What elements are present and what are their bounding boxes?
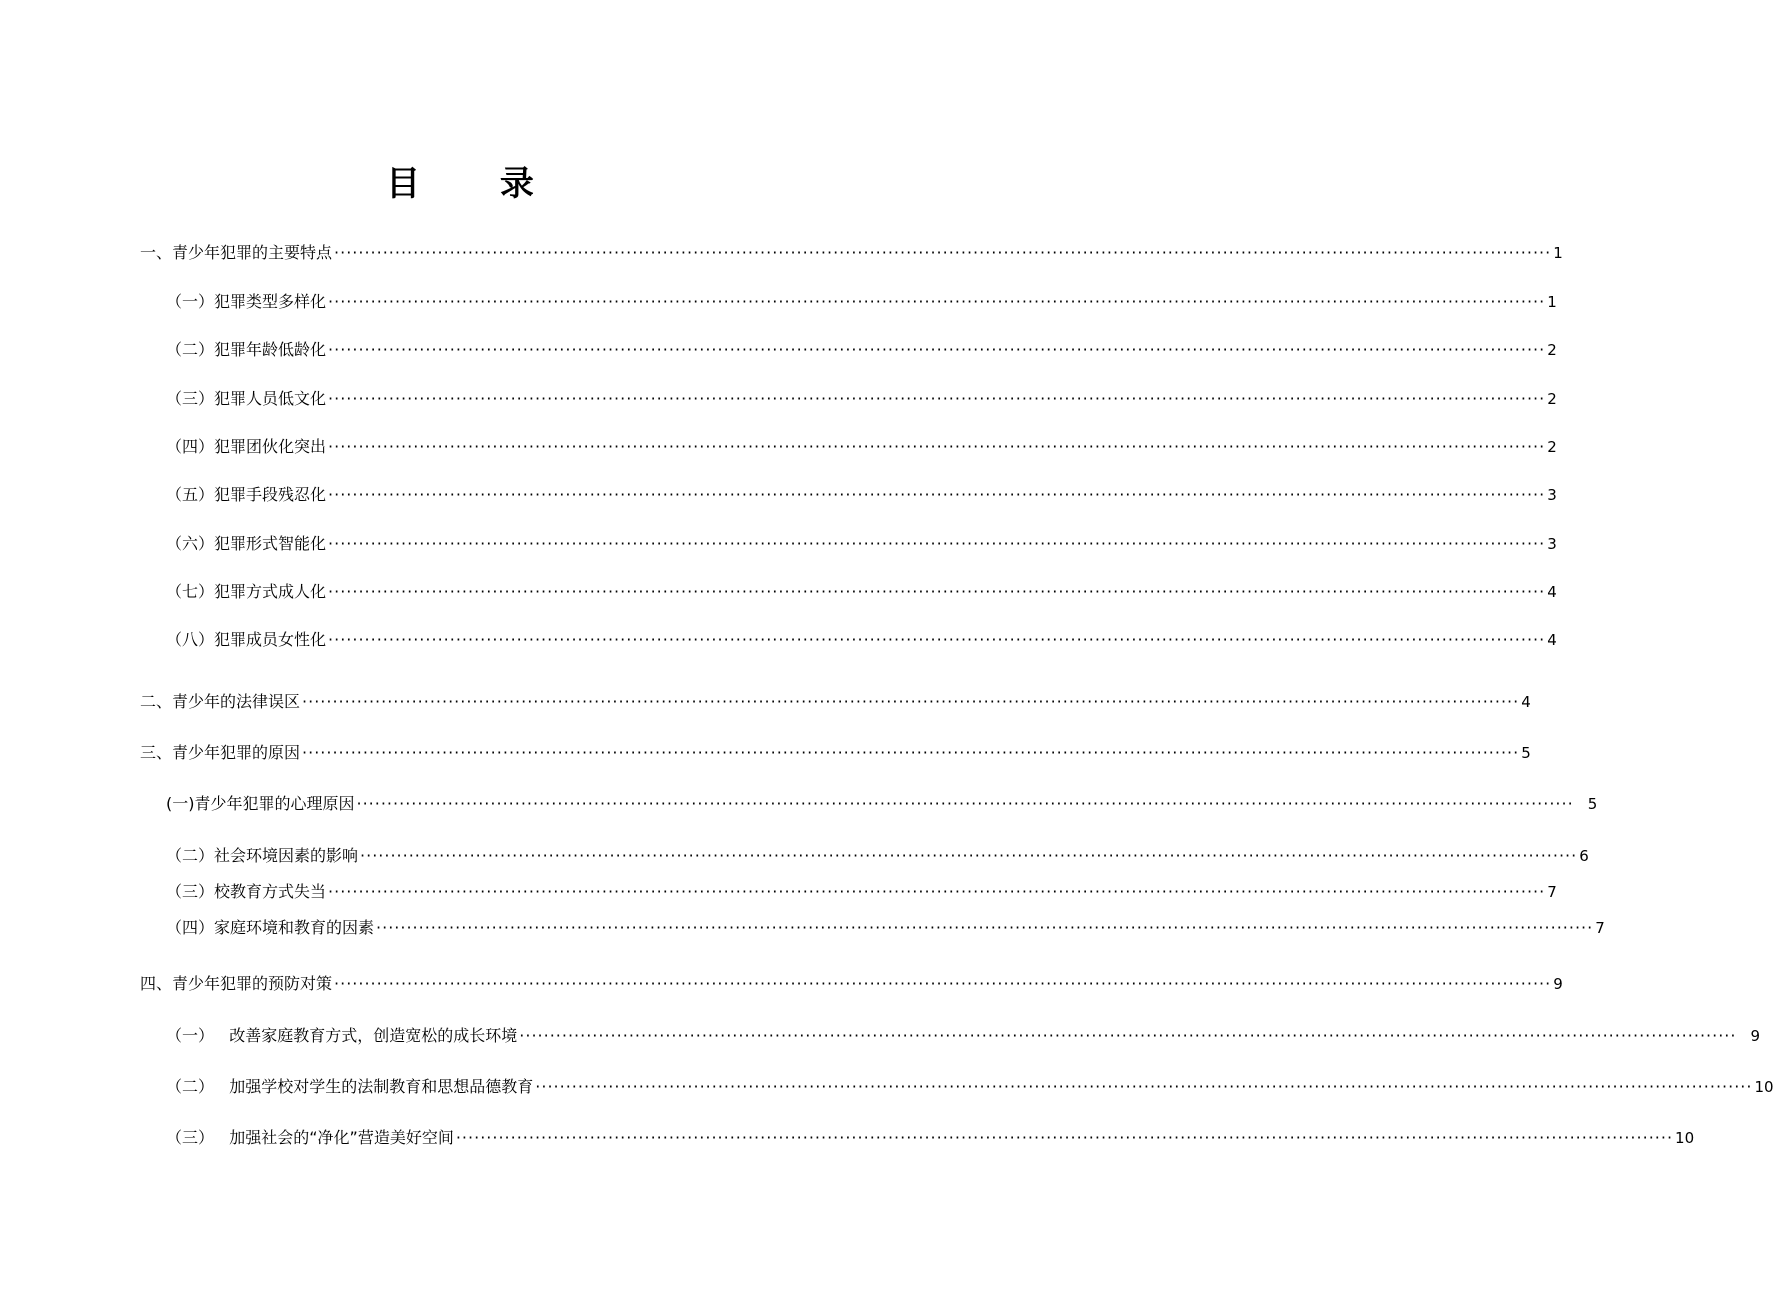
toc-entry-label: 二、青少年的法律误区 [140,692,301,711]
toc-entry [166,290,1557,314]
toc-leader-dots: ········································································································································································································ [328,292,1546,311]
toc-entry [166,1126,1695,1150]
toc-leader-dots: ········································································································································································································ [328,437,1546,456]
toc-leader-dots: ········································································································································································································ [376,918,1594,937]
toc-title: 目 录 [386,164,568,204]
toc-entry-page: 4 [1547,631,1557,649]
toc-entry-label: （三） 加强社会的“净化”营造美好空间 [166,1128,454,1147]
toc-entry-label: （二）社会环境因素的影响 [166,846,359,865]
toc-entry-page: 9 [1553,975,1563,993]
toc-entry [166,435,1557,459]
toc-entry-page: 4 [1521,693,1531,711]
toc-entry [166,1024,1760,1048]
toc-leader-dots: ········································································································································································································ [328,485,1546,504]
toc-entry-page: 10 [1754,1078,1774,1096]
toc-entry-label: 四、青少年犯罪的预防对策 [140,974,333,993]
toc-entry [140,690,1531,714]
toc-entry-label: （四）犯罪团伙化突出 [166,437,327,456]
toc-entry [140,741,1531,765]
toc-entry [166,792,1598,816]
toc-entry-page: 5 [1521,744,1531,762]
toc-entry-page: 5 [1587,795,1598,813]
toc-entry-page: 2 [1547,438,1557,456]
toc-leader-dots: ········································································································································································································ [328,630,1546,649]
toc-leader-dots: ········································································································································································································ [328,582,1546,601]
toc-leader-dots: ········································································································································································································ [302,743,1520,762]
toc-entry [166,916,1605,940]
toc-leader-dots: ········································································································································································································ [360,846,1578,865]
toc-entry-label: （一） 改善家庭教育方式，创造宽松的成长环境 [166,1026,518,1045]
toc-entry [140,241,1563,265]
toc-entry [166,628,1557,652]
toc-entry-label: （三）犯罪人员低文化 [166,389,327,408]
toc-leader-dots: ········································································································································································································ [535,1077,1753,1096]
toc-entry [140,972,1563,996]
toc-entry [166,483,1557,507]
toc-entry-page: 4 [1547,583,1557,601]
toc-entry [166,580,1557,604]
toc-entry-page: 1 [1553,244,1563,262]
toc-leader-dots: ········································································································································································································ [334,974,1552,993]
toc-entry-page: 10 [1675,1129,1695,1147]
toc-entry-page: 2 [1547,390,1557,408]
toc-leader-dots: ········································································································································································································ [302,692,1520,711]
toc-entry-page: 7 [1547,883,1557,901]
toc-entry-page: 6 [1579,847,1589,865]
toc-entry-label: 一、青少年犯罪的主要特点 [140,243,333,262]
toc-entry [166,880,1557,904]
toc-entry-page: 2 [1547,341,1557,359]
toc-leader-dots: ········································································································································································································ [519,1026,1737,1045]
toc-entry-label: (一)青少年犯罪的心理原因 [166,794,355,813]
toc-leader-dots: ········································································································································································································ [356,794,1574,813]
toc-entry-page: 3 [1547,486,1557,504]
toc-leader-dots: ········································································································································································································ [328,340,1546,359]
toc-leader-dots: ········································································································································································································ [455,1128,1674,1147]
toc-entry-label: （六）犯罪形式智能化 [166,534,327,553]
toc-entry-label: （二）犯罪年龄低龄化 [166,340,327,359]
toc-entry-label: （四）家庭环境和教育的因素 [166,918,375,937]
toc-entry [166,532,1557,556]
toc-entry-page: 7 [1595,919,1605,937]
toc-entry [166,387,1557,411]
toc-entry [166,338,1557,362]
toc-entry-label: （八）犯罪成员女性化 [166,630,327,649]
toc-entry-label: （五）犯罪手段残忍化 [166,485,327,504]
toc-entry-label: （二） 加强学校对学生的法制教育和思想品德教育 [166,1077,534,1096]
toc-leader-dots: ········································································································································································································ [328,882,1546,901]
toc-entry-page: 1 [1547,293,1557,311]
toc-entry [166,1075,1774,1099]
toc-leader-dots: ········································································································································································································ [328,534,1546,553]
toc-entry-label: （三）校教育方式失当 [166,882,327,901]
toc-entry-page: 9 [1750,1027,1760,1045]
toc-entry [166,844,1589,868]
toc-entry-page: 3 [1547,535,1557,553]
toc-leader-dots: ········································································································································································································ [328,389,1546,408]
toc-entry-label: （七）犯罪方式成人化 [166,582,327,601]
toc-leader-dots: ········································································································································································································ [334,243,1552,262]
toc-entry-label: 三、青少年犯罪的原因 [140,743,301,762]
toc-entry-label: （一）犯罪类型多样化 [166,292,327,311]
